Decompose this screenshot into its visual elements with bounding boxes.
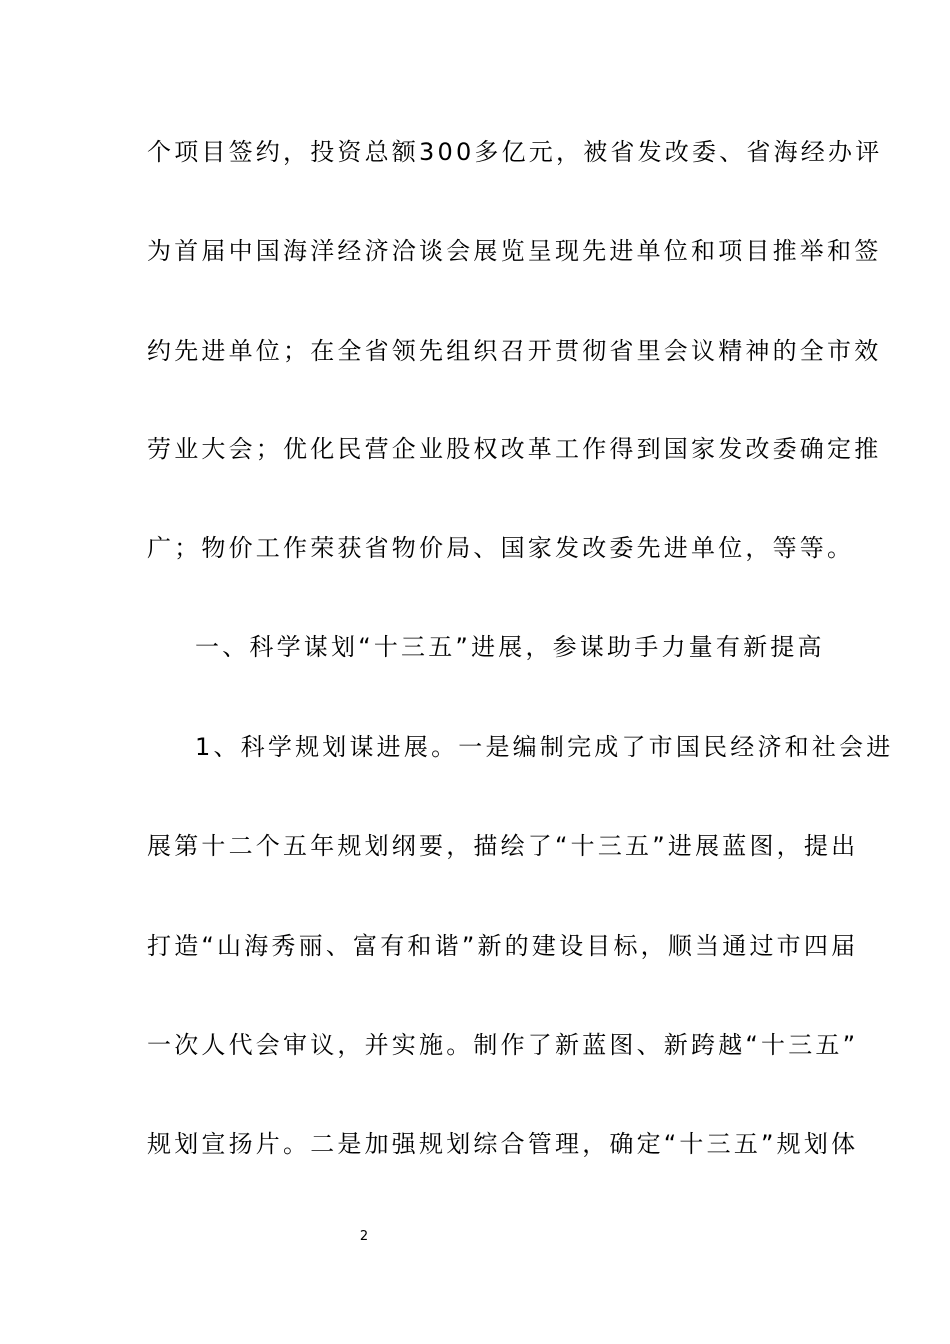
paragraph-line: 1、科学规划谋进展。一是编制完成了市国民经济和社会进 (195, 733, 894, 761)
paragraph-line: 劳业大会；优化民营企业股权改革工作得到国家发改委确定推 (147, 435, 882, 463)
page-number: 2 (359, 1229, 369, 1244)
paragraph-line: 打造“山海秀丽、富有和谐”新的建设目标，顺当通过市四届 (147, 932, 859, 960)
paragraph-line: 一次人代会审议，并实施。制作了新蓝图、新跨越“十三五” (147, 1031, 859, 1059)
paragraph-line: 规划宣扬片。二是加强规划综合管理，确定“十三五”规划体 (147, 1130, 859, 1158)
section-heading: 一、科学谋划“十三五”进展，参谋助手力量有新提高 (195, 633, 825, 661)
paragraph-line: 个项目签约，投资总额300多亿元，被省发改委、省海经办评 (147, 138, 883, 166)
paragraph-line: 约先进单位；在全省领先组织召开贯彻省里会议精神的全市效 (147, 337, 882, 365)
paragraph-line: 为首届中国海洋经济洽谈会展览呈现先进单位和项目推举和签 (147, 237, 882, 265)
paragraph-line: 展第十二个五年规划纲要，描绘了“十三五”进展蓝图，提出 (147, 832, 859, 860)
paragraph-line: 广；物价工作荣获省物价局、国家发改委先进单位，等等。 (147, 534, 855, 562)
